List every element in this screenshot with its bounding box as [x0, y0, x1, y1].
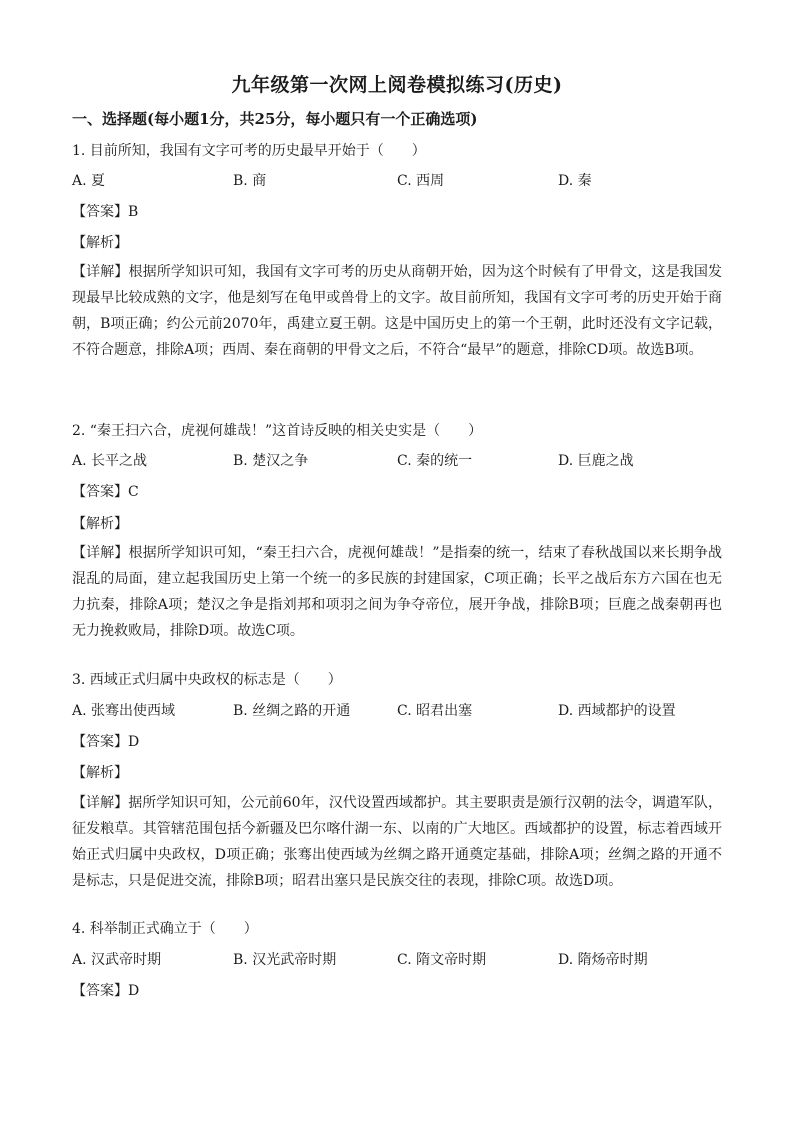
- option-c: C. 隋文帝时期: [397, 952, 487, 968]
- question-3-detail: 【详解】据所学知识可知，公元前60年，汉代设置西域都护。其主要职责是颁行汉朝的法令，调遣军队，征发粮草。其管辖范围包括今新疆及巴尔喀什湖一东、以南的广大地区。西域都护的设置，标志着西域开始正式归属中央政权，D项正确；张骞出使西域为丝绸之路开通奠定基础，排除A项；丝绸之路的开通不是标志，只是促进交流，排除B项；昭君出塞只是民族交往的表现，排除C项。故选D项。: [72, 795, 722, 889]
- question-1-stem: 1. 目前所知，我国有文字可考的历史最早开始于（ ）: [72, 143, 426, 159]
- option-d: D. 西域都护的设置: [558, 703, 676, 719]
- question-1-answer: 【答案】B: [72, 204, 139, 220]
- question-3-analysis-label: 【解析】: [72, 765, 128, 781]
- option-c: C. 昭君出塞: [397, 703, 473, 719]
- question-3-stem: 3. 西域正式归属中央政权的标志是（ ）: [72, 672, 342, 688]
- option-a: A. 长平之战: [72, 453, 148, 469]
- question-1-analysis-label: 【解析】: [72, 235, 128, 251]
- question-2-answer: 【答案】C: [72, 484, 139, 500]
- option-b: B. 楚汉之争: [233, 453, 309, 469]
- option-b: B. 汉光武帝时期: [233, 952, 337, 968]
- option-a: A. 夏: [72, 173, 106, 189]
- option-d: D. 秦: [558, 173, 592, 189]
- option-a: A. 汉武帝时期: [72, 952, 162, 968]
- option-c: C. 秦的统一: [397, 453, 473, 469]
- question-2-detail: 【详解】根据所学知识可知，“秦王扫六合，虎视何雄哉！”是指秦的统一，结束了春秋战国以来长期争战混乱的局面，建立起我国历史上第一个统一的多民族的封建国家，C项正确；长平之战后东方六国在也无力抗秦，排除A项；楚汉之争是指刘邦和项羽之间为争夺帝位，展开争战，排除B项；巨鹿之战秦朝再也无力挽救败局，排除D项。故选C项。: [72, 545, 722, 639]
- section-heading: 一、选择题(每小题1分，共25分，每小题只有一个正确选项): [72, 110, 478, 128]
- question-1-detail: 【详解】根据所学知识可知，我国有文字可考的历史从商朝开始，因为这个时候有了甲骨文，这是我国发现最早比较成熟的文字，他是刻写在龟甲或兽骨上的文字。故目前所知，我国有文字可考的历史开始于商朝，B项正确；约公元前2070年，禹建立夏王朝。这是中国历史上的第一个王朝，此时还没有文字记载，不符合题意，排除A项；西周、秦在商朝的甲骨文之后，不符合“最早”的题意，排除CD项。故选B项。: [72, 264, 722, 358]
- question-3-answer: 【答案】D: [72, 734, 140, 750]
- option-b: B. 丝绸之路的开通: [233, 703, 351, 719]
- page-title: 九年级第一次网上阅卷模拟练习(历史): [231, 74, 563, 96]
- option-c: C. 西周: [397, 173, 445, 189]
- question-2-stem: 2. “秦王扫六合，虎视何雄哉！”这首诗反映的相关史实是（ ）: [72, 423, 483, 439]
- option-d: D. 巨鹿之战: [558, 453, 634, 469]
- option-a: A. 张骞出使西域: [72, 703, 176, 719]
- question-4-answer: 【答案】D: [72, 983, 140, 999]
- option-b: B. 商: [233, 173, 267, 189]
- question-2-analysis-label: 【解析】: [72, 516, 128, 532]
- question-4-stem: 4. 科举制正式确立于（ ）: [72, 921, 258, 937]
- option-d: D. 隋炀帝时期: [558, 952, 648, 968]
